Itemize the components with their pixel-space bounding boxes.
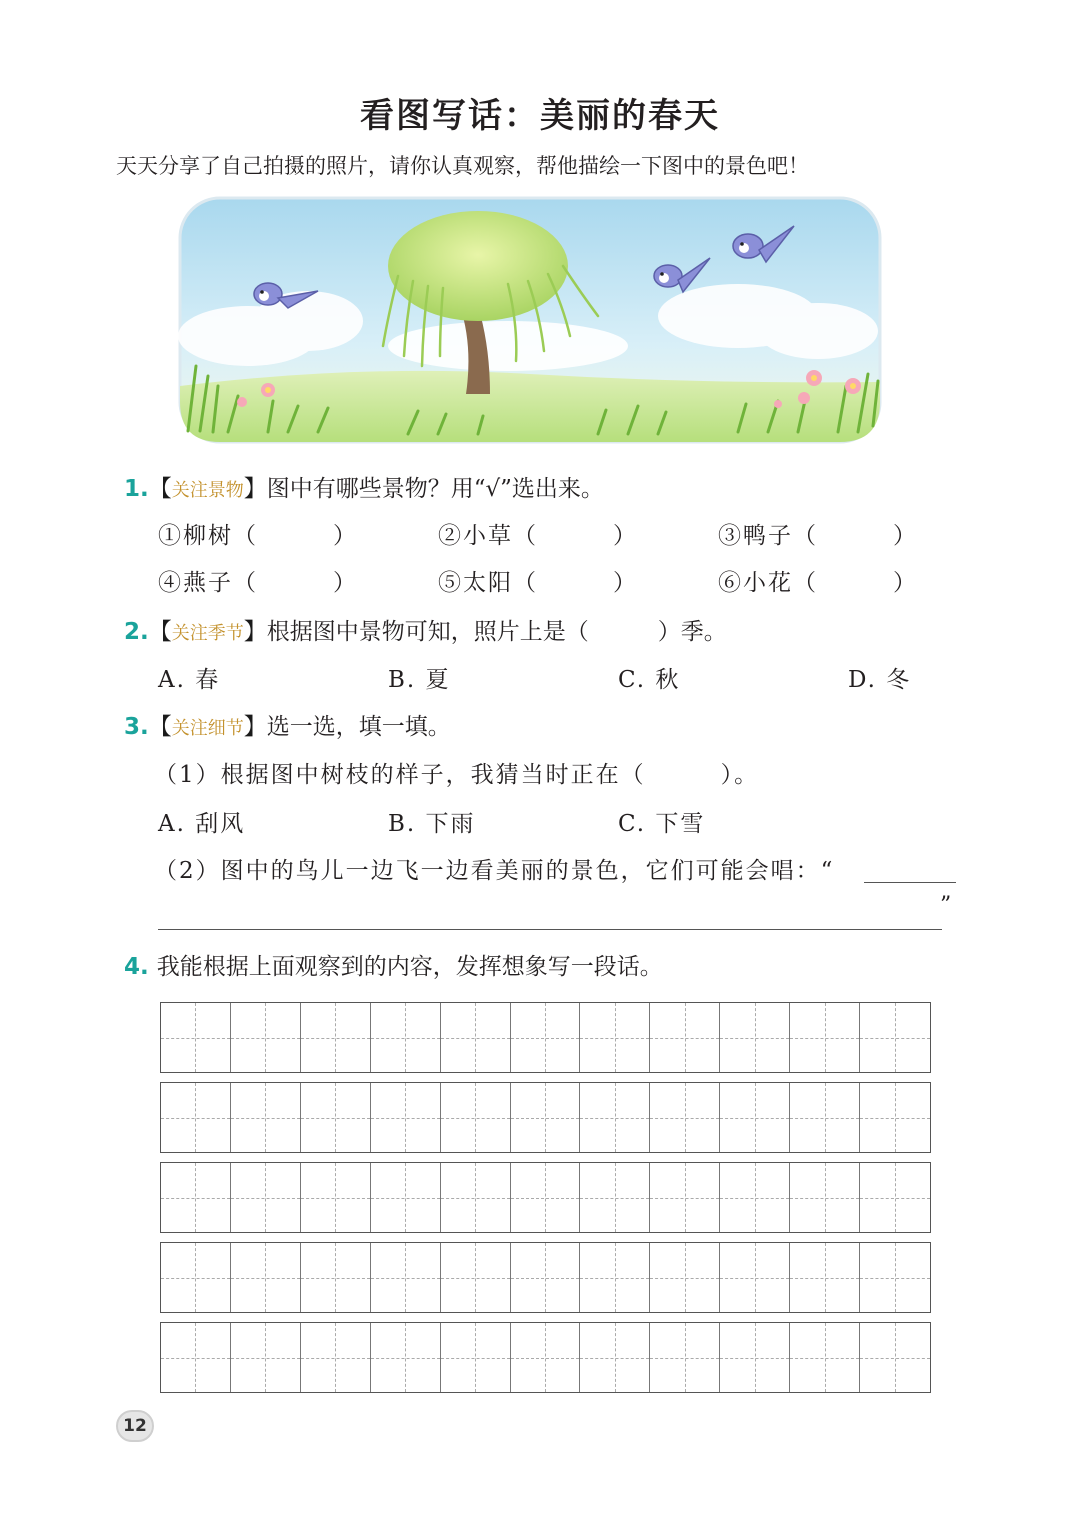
sub-question-1: （1）根据图中树枝的样子，我猜当时正在（ ）。 — [154, 762, 760, 788]
answer-line[interactable] — [158, 929, 942, 930]
question-text: 图中有哪些景物？用“√”选出来。 — [266, 476, 604, 502]
question-4 — [124, 948, 663, 981]
question-text: 我能根据上面观察到的内容，发挥想象写一段话。 — [156, 954, 663, 980]
question-1: 1.【关注景物】图中有哪些景物？用“√”选出来。 — [124, 476, 604, 502]
question-3: 3.【关注细节】选一选，填一填。 — [124, 714, 451, 740]
spring-illustration — [178, 196, 882, 444]
grid-row[interactable] — [160, 1242, 931, 1313]
option-rain[interactable]: B. 下雨 — [388, 811, 476, 837]
page-number: 12 — [116, 1410, 154, 1442]
grid-row[interactable] — [160, 1162, 931, 1233]
grid-row[interactable] — [160, 1082, 931, 1153]
option-grass[interactable]: ②小草（ ） — [438, 523, 638, 549]
question-tag: 关注细节 — [171, 718, 244, 739]
option-wind[interactable]: A. 刮风 — [158, 811, 246, 837]
option-b[interactable]: B. 夏 — [388, 667, 451, 693]
option-flower[interactable]: ⑥小花（ ） — [718, 570, 918, 596]
question-text: 根据图中景物可知，照片上是（ ）季。 — [266, 619, 727, 645]
page-title: 看图写话：美丽的春天 — [360, 96, 720, 136]
intro-text: 天天分享了自己拍摄的照片，请你认真观察，帮他描绘一下图中的景色吧！ — [116, 154, 809, 178]
closing-quote: ” — [940, 893, 954, 918]
option-a[interactable]: A. 春 — [158, 667, 221, 693]
option-willow[interactable]: ①柳树（ ） — [158, 523, 358, 549]
option-snow[interactable]: C. 下雪 — [618, 811, 706, 837]
question-number: 4. — [124, 954, 149, 980]
sub-question-2: （2）图中的鸟儿一边飞一边看美丽的景色，它们可能会唱：“ — [154, 858, 835, 884]
question-2: 2.【关注季节】根据图中景物可知，照片上是（ ）季。 — [124, 619, 727, 645]
question-number: 2. — [124, 619, 149, 645]
question-number: 1. — [124, 476, 149, 502]
option-d[interactable]: D. 冬 — [848, 667, 912, 693]
question-tag: 关注景物 — [171, 480, 244, 501]
question-tag: 关注季节 — [171, 623, 244, 644]
question-number: 3. — [124, 714, 149, 740]
option-duck[interactable]: ③鸭子（ ） — [718, 523, 918, 549]
option-sun[interactable]: ⑤太阳（ ） — [438, 570, 638, 596]
grid-row[interactable] — [160, 1322, 931, 1393]
option-c[interactable]: C. 秋 — [618, 667, 681, 693]
answer-line[interactable] — [864, 882, 956, 883]
grid-row[interactable] — [160, 1002, 931, 1073]
option-swallow[interactable]: ④燕子（ ） — [158, 570, 358, 596]
question-text: 选一选，填一填。 — [266, 714, 451, 740]
